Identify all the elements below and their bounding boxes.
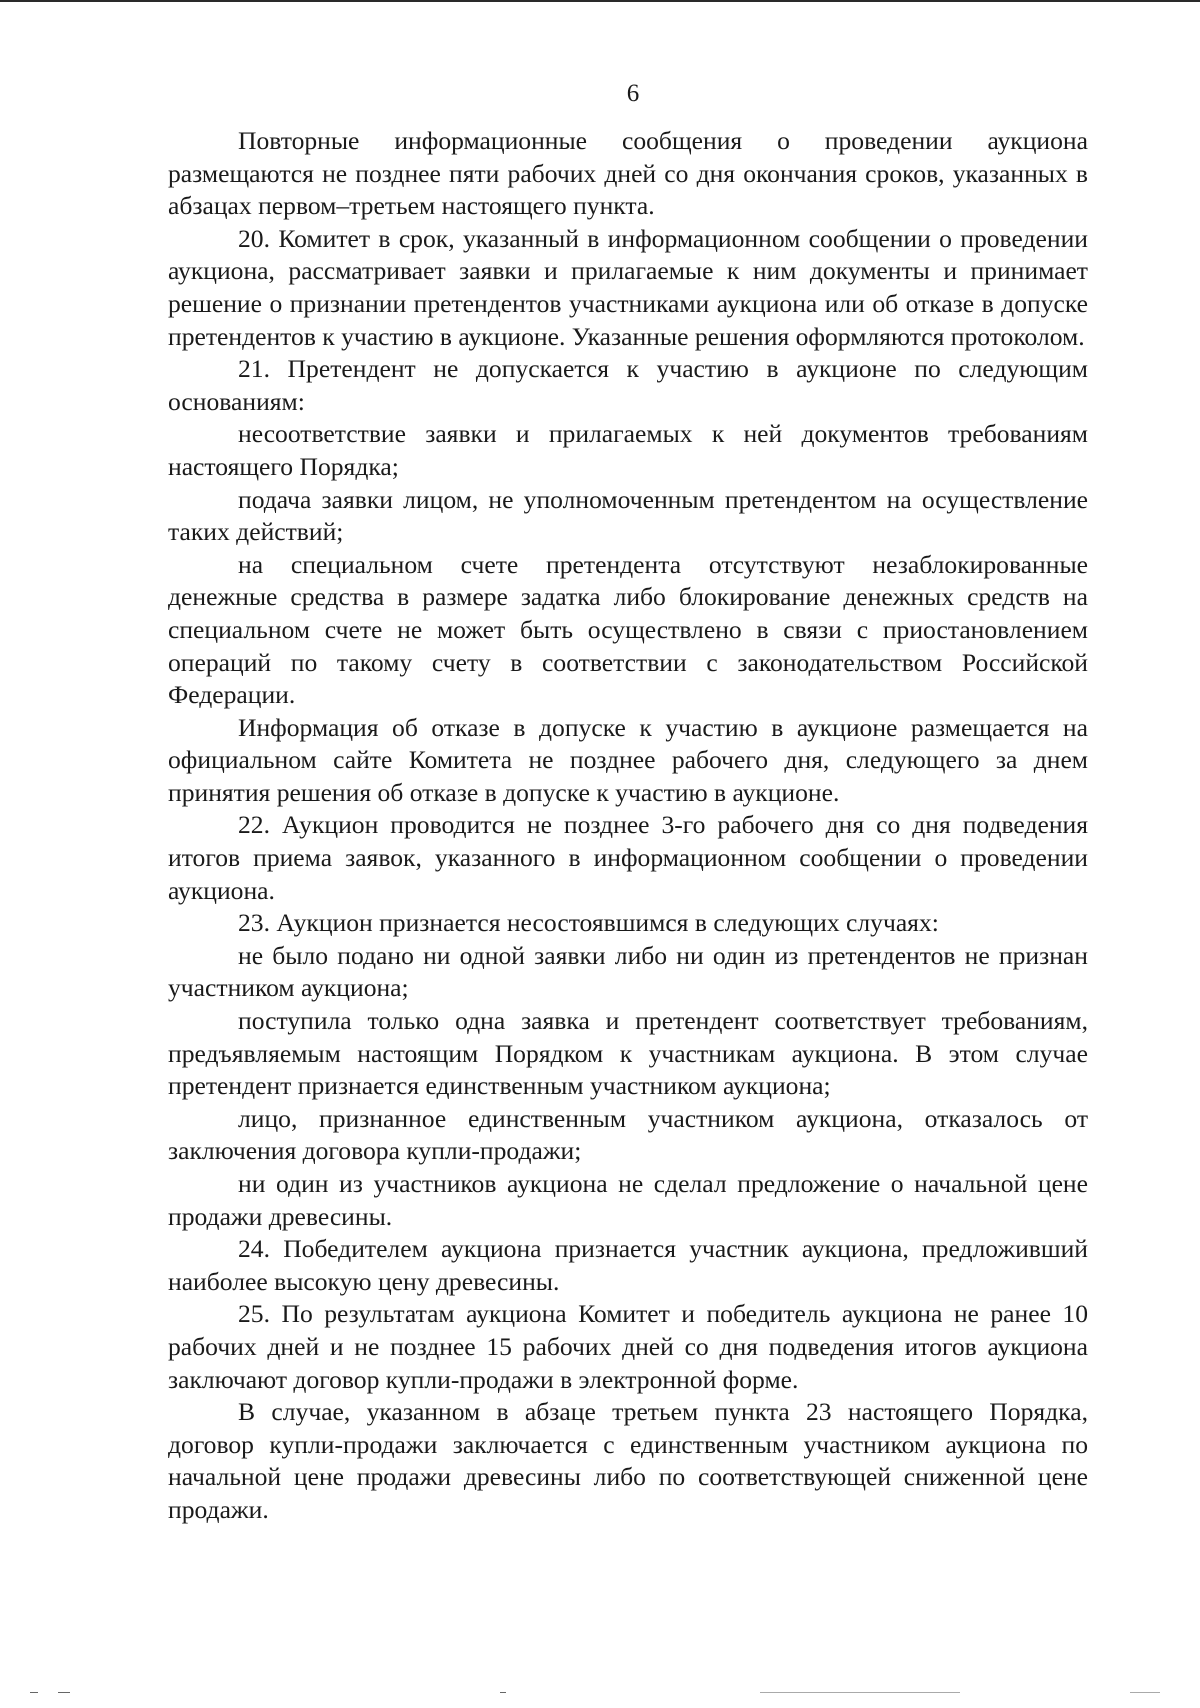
document-body bbox=[168, 125, 1088, 1527]
paragraph-item-21-ground-2: подача заявки лицом, не уполномоченным претендентом на осуществление таких действий; bbox=[168, 484, 1088, 547]
paragraph-item-23-case-4: ни один из участников аукциона не сделал предложение о начальной цене продажи древесины. bbox=[168, 1169, 1088, 1231]
paragraph-item-22: 22. Аукцион проводится не позднее 3-го рабочего дня со дня подведения итогов приема заявок, указанного в информационном сообщении о проведении аукциона. bbox=[168, 810, 1088, 905]
paragraph-item-23-case-1: не было подано ни одной заявки либо ни один из претендентов не признан участником аукциона; bbox=[168, 940, 1088, 1003]
page-number: 6 bbox=[626, 80, 640, 107]
paragraph-repeat-notices: Повторные информационные сообщения о проведении аукциона размещаются не позднее пяти рабочих дней со дня окончания сроков, указанных в абзацах первом–третьем настоящего пункта. bbox=[168, 126, 1088, 221]
paragraph-item-25-sole-participant: В случае, указанном в абзаце третьем пункта 23 настоящего Порядка, договор купли-продажи заключается с единственным участником аукциона по начальной цене продажи древесины либо по соответствующей сниженной цене продажи. bbox=[168, 1397, 1088, 1524]
paragraph-item-23-case-2: поступила только одна заявка и претендент соответствует требованиям, предъявляемым настоящим Порядком к участникам аукциона. В этом случае претендент признается единственным участником аукциона; bbox=[168, 1006, 1088, 1101]
top-scan-edge bbox=[0, 0, 1200, 2]
scan-mark bbox=[58, 1692, 70, 1693]
scan-mark bbox=[30, 1692, 38, 1693]
scan-mark bbox=[760, 1692, 960, 1693]
paragraph-item-23: 23. Аукцион признается несостоявшимся в следующих случаях: bbox=[238, 908, 939, 938]
paragraph-item-20: 20. Комитет в срок, указанный в информационном сообщении о проведении аукциона, рассматривает заявки и прилагаемые к ним документы и принимает решение о признании претендентов участниками аукциона или об отказе в допуске претендентов к участию в аукционе. Указанные решения оформляются протоколом. bbox=[168, 223, 1088, 351]
scan-artifacts bbox=[0, 1692, 1200, 1698]
paragraph-refusal-info: Информация об отказе в допуске к участию в аукционе размещается на официальном сайте Комитета не позднее рабочего дня, следующего за днем принятия решения об отказе в допуске к участию в аукционе. bbox=[168, 712, 1088, 807]
paragraph-item-23-case-3: лицо, признанное единственным участником аукциона, отказалось от заключения договора купли-продажи; bbox=[168, 1103, 1088, 1166]
paragraph-item-24: 24. Победителем аукциона признается участник аукциона, предложивший наиболее высокую цену древесины. bbox=[168, 1234, 1088, 1296]
paragraph-item-21-ground-3: на специальном счете претендента отсутствуют незаблокированные денежные средства в размере задатка либо блокирование денежных средств на специальном счете не может быть осуществлено в связи с приостановлением операций по такому счету в соответствии с законодательством Российской Федерации. bbox=[168, 549, 1088, 710]
paragraph-item-21-ground-1: несоответствие заявки и прилагаемых к ней документов требованиям настоящего Порядка; bbox=[168, 419, 1088, 481]
paragraph-item-25: 25. По результатам аукциона Комитет и победитель аукциона не ранее 10 рабочих дней и не позднее 15 рабочих дней со дня подведения итогов аукциона заключают договор купли-продажи в электронной форме. bbox=[168, 1299, 1088, 1394]
paragraph-item-21: 21. Претендент не допускается к участию в аукционе по следующим основаниям: bbox=[168, 354, 1088, 416]
scan-mark bbox=[500, 1692, 506, 1693]
scan-mark bbox=[1130, 1692, 1160, 1693]
